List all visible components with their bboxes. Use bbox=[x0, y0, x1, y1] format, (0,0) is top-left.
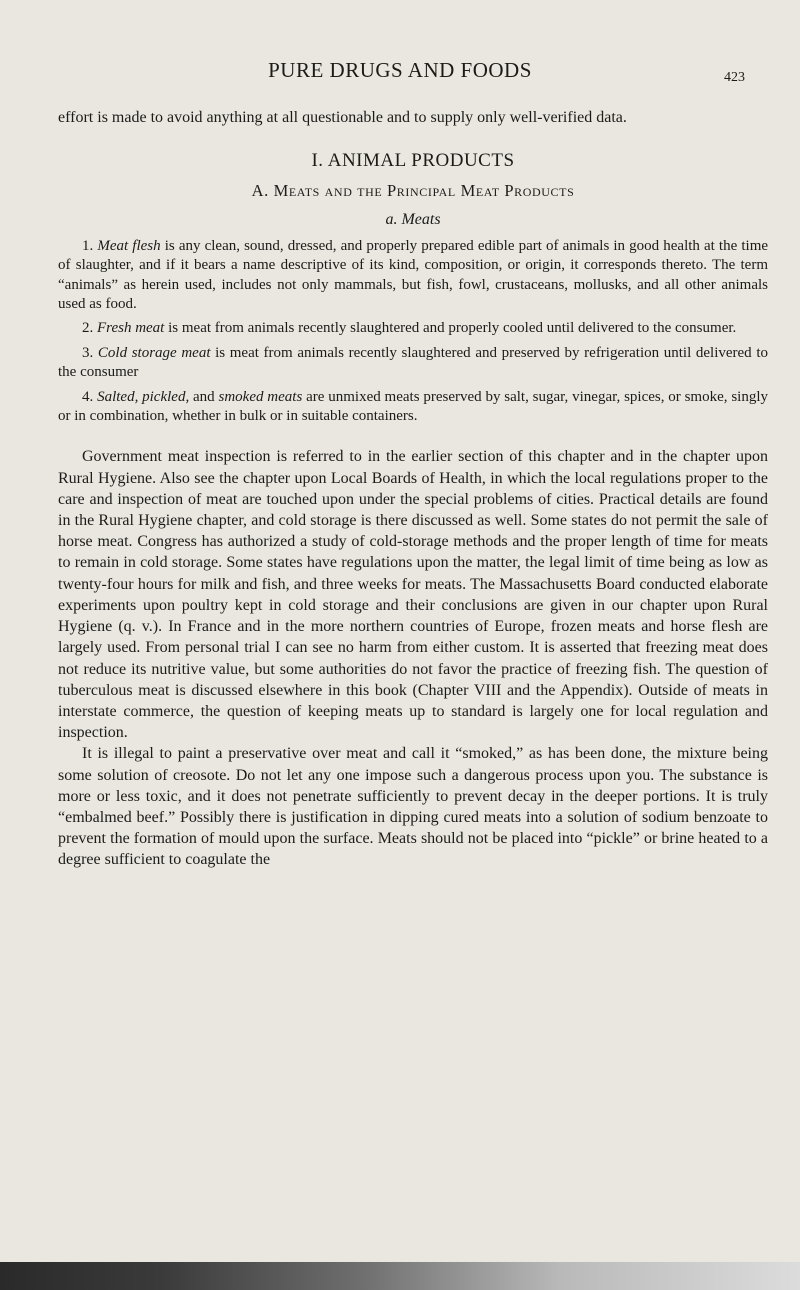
definition-item bbox=[58, 388, 768, 427]
definition-term: Cold storage meat bbox=[97, 344, 211, 361]
page-number: 423 bbox=[724, 70, 745, 85]
definition-number: 1. bbox=[82, 237, 94, 254]
page-content bbox=[58, 108, 768, 871]
definition-item bbox=[58, 344, 768, 383]
definition-item bbox=[58, 319, 768, 338]
section-subsubheading: a. Meats bbox=[385, 211, 441, 229]
scan-edge-bar bbox=[0, 1262, 800, 1290]
definition-text: is meat from animals recently slaughtered and properly cooled until delivered to the consumer. bbox=[164, 320, 737, 337]
definition-number: 2. bbox=[82, 320, 94, 337]
definitions-list bbox=[58, 237, 768, 427]
definition-text: is any clean, sound, dressed, and properly prepared edible part of animals in good health at the time of slaughter, and if it bears a name descriptive of its kind, composition, or origin, it corresponds thereto. The term “animals” as herein used, includes not only mammals, but fish, fowl, crustaceans, mollusks, and all other animals used as food. bbox=[58, 237, 769, 313]
paragraph: Government meat inspection is referred to in the earlier section of this chapter and in the chapter upon Rural Hygiene. Also see the chapter upon Local Boards of Health, in which the local regulations proper to the care and inspection of meat are touched upon under the special problems of cities. Practical details are found in the Rural Hygiene chapter, and cold storage is there discussed as well. Some states do not permit the sale of horse meat. Congress has authorized a study of cold-storage methods and the proper length of time for meats to remain in cold storage. Some states have regulations upon the matter, the legal limit of time being as low as twenty-four hours for milk and fish, and three weeks for meats. The Massachusetts Board conducted elaborate experiments upon poultry kept in cold storage and their conclusions are given in our chapter upon Rural Hygiene (q. v.). In France and in the more northern countries of Europe, frozen meats and horse flesh are largely used. From personal trial I can see no harm from either custom. It is asserted that freezing meat does not reduce its nutritive value, but some authorities do not favor the practice of freezing fish. The question of tuberculous meat is discussed elsewhere in this book (Chapter VIII and the Appendix). Outside of meats in interstate commerce, the question of keeping meats up to standard is largely one for local regulation and inspection. bbox=[58, 448, 768, 742]
definition-number: 4. bbox=[82, 388, 94, 405]
definition-text: are unmixed meats preserved by salt, sugar, vinegar, spices, or smoke, singly or in combination, whether in bulk or in suitable containers. bbox=[58, 388, 768, 425]
section-subheading: A. Meats and the Principal Meat Products bbox=[251, 181, 575, 201]
definition-term-2: smoked meats bbox=[218, 388, 303, 405]
definition-term: Salted, pickled, bbox=[97, 388, 190, 405]
definition-joiner: and bbox=[189, 388, 219, 405]
body-paragraphs bbox=[58, 446, 768, 870]
definition-term: Meat flesh bbox=[97, 237, 161, 254]
intro-text: effort is made to avoid anything at all questionable and to supply only well-verified data. bbox=[58, 109, 627, 126]
definition-item bbox=[58, 237, 768, 315]
definition-number: 3. bbox=[82, 344, 94, 361]
running-title: PURE DRUGS AND FOODS bbox=[268, 58, 532, 82]
paragraph: It is illegal to paint a preservative over meat and call it “smoked,” as has been done, the mixture being some solution of creosote. Do not let any one impose such a dangerous process upon you. The substance is more or less toxic, and it does not penetrate sufficiently to prevent decay in the deeper portions. It is truly “embalmed beef.” Possibly there is justification in dipping cured meats into a solution of sodium benzoate to prevent the formation of mould upon the surface. Meats should not be placed into “pickle” or brine heated to a degree sufficient to coagulate the bbox=[58, 745, 768, 869]
definition-term: Fresh meat bbox=[97, 320, 165, 337]
section-heading: I. ANIMAL PRODUCTS bbox=[311, 149, 515, 171]
definition-text: is meat from animals recently slaughtered and preserved by refrigeration until delivered to the consumer bbox=[58, 344, 768, 381]
